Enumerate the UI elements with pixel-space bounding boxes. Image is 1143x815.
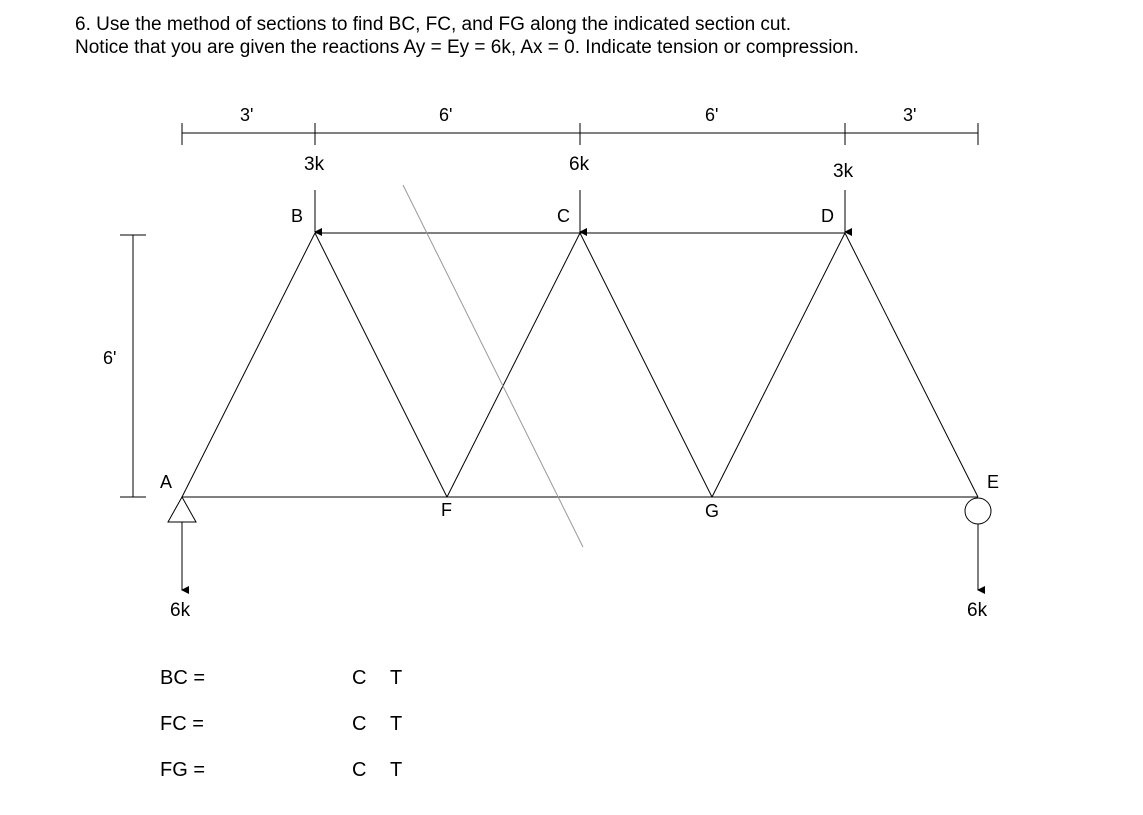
problem-line-1: 6. Use the method of sections to find BC, FC, and FG along the indicated section cut. (75, 14, 792, 35)
span-label-2: 6' (439, 105, 453, 125)
load-label-c: 6k (569, 154, 590, 175)
span-label-1: 3' (240, 105, 254, 125)
member-ab (182, 233, 315, 497)
member-bf (315, 233, 447, 497)
answer-label: FC = (160, 713, 204, 735)
member-gd (712, 233, 845, 497)
reaction-arrows (182, 522, 978, 590)
node-label-e: E (987, 472, 1000, 492)
member-de (845, 233, 978, 497)
answer-label: BC = (160, 667, 206, 689)
compression-option[interactable]: C (352, 667, 367, 689)
reaction-label-e: 6k (967, 600, 988, 621)
node-label-a: A (160, 472, 173, 492)
load-label-b: 3k (304, 154, 325, 175)
member-cg (580, 233, 712, 497)
horizontal-dimension (182, 123, 978, 145)
member-fc (447, 233, 580, 497)
tension-option[interactable]: T (390, 667, 403, 689)
span-label-4: 3' (903, 105, 917, 125)
span-label-3: 6' (705, 105, 719, 125)
node-label-g: G (705, 501, 720, 521)
tension-option[interactable]: T (390, 759, 403, 781)
node-label-b: B (291, 206, 304, 226)
node-label-f: F (441, 500, 452, 520)
section-cut-line (403, 185, 583, 547)
compression-option[interactable]: C (352, 713, 367, 735)
node-label-d: D (821, 206, 834, 226)
roller-support-e (965, 498, 991, 524)
tension-option[interactable]: T (390, 713, 403, 735)
problem-line-2: Notice that you are given the reactions Ay = Ey = 6k, Ax = 0. Indicate tension or compression. (75, 37, 859, 58)
applied-loads (315, 190, 845, 232)
height-label: 6' (103, 348, 117, 368)
node-label-c: C (557, 206, 570, 226)
vertical-dimension (120, 235, 146, 497)
compression-option[interactable]: C (352, 759, 367, 781)
pin-support-a (168, 497, 196, 522)
truss-members (182, 233, 978, 497)
load-label-d: 3k (833, 161, 854, 182)
reaction-label-a: 6k (170, 600, 191, 621)
answer-label: FG = (160, 759, 206, 781)
